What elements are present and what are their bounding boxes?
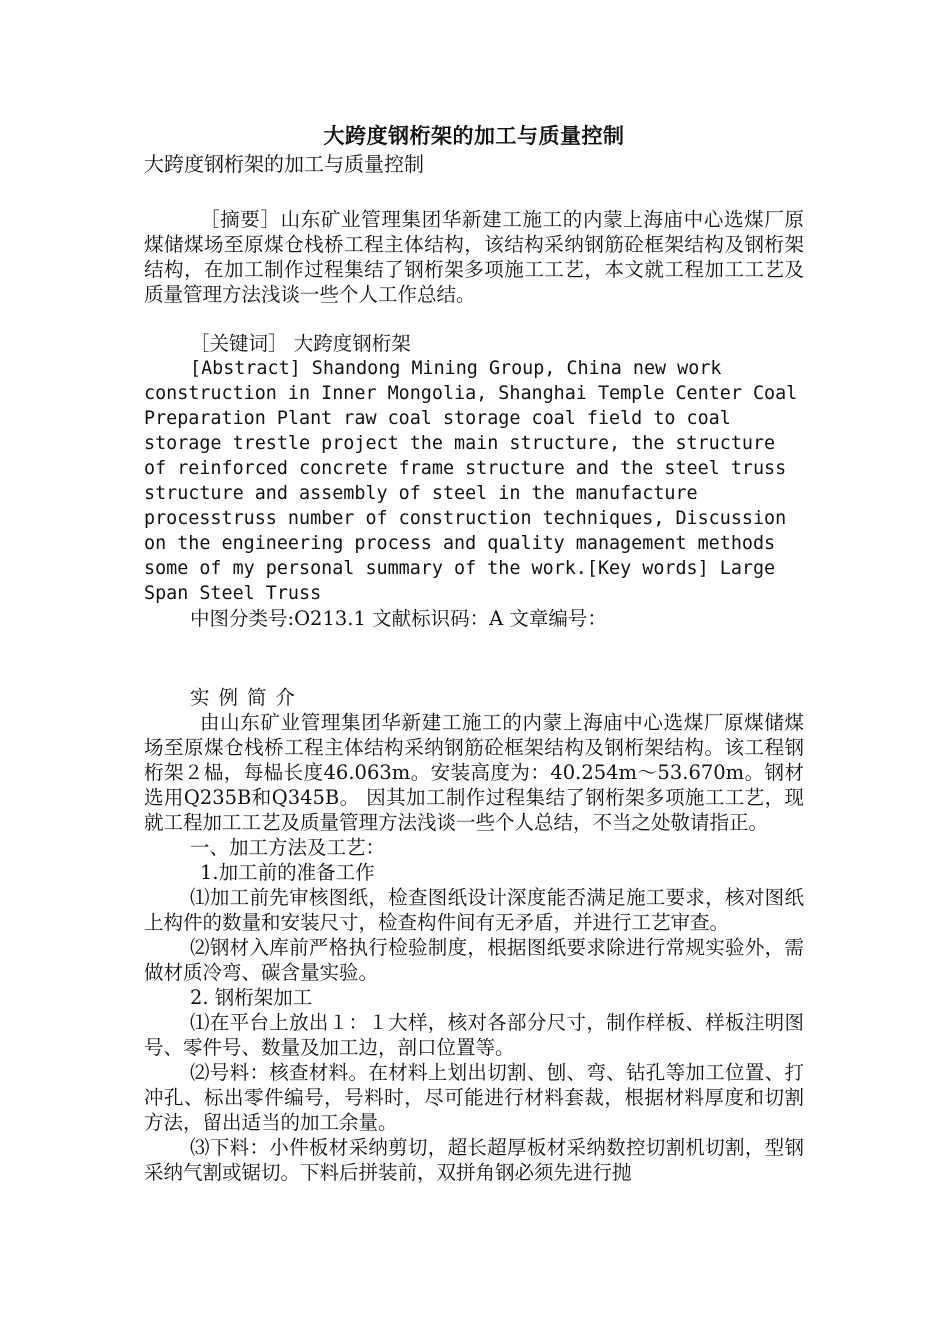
document-subtitle: 大跨度钢桁架的加工与质量控制 xyxy=(144,152,424,176)
classification-line: 中图分类号:O213.1 文献标识码：A 文章编号： xyxy=(190,607,607,630)
subsection-1-2: 2. 钢桁架加工 xyxy=(190,986,313,1009)
keywords-cn: ［关键词］ 大跨度钢桁架 xyxy=(190,332,411,355)
item-1-2-1: ⑴在平台上放出１：１大样，核对各部分尺寸，制作样板、样板注明图号、零件号、数量及加工边，剖口位置等。 xyxy=(144,1011,804,1059)
section-intro-heading: 实例简介 xyxy=(190,686,305,709)
abstract-en: [Abstract] Shandong Mining Group, China new work construction in Inner Mongolia, Shanghai Temple Center Coal Preparation Plant raw coal storage coal field to coal storage trestle project the main structure, the structure of reinforced concrete frame structure and the steel truss structure and assembly of steel in the manufacture processtruss number of construction techniques, Discussion on the engineering process and quality management methods some of my personal summary of the work.[Key words] Large Span Steel Truss xyxy=(144,358,798,604)
abstract-cn: ［摘要］山东矿业管理集团华新建工施工的内蒙上海庙中心选煤厂原煤储煤场至原煤仓栈桥工程主体结构，该结构采纳钢筋砼框架结构及钢桁架结构，在加工制作过程集结了钢桁架多项施工工艺，本文就工程加工工艺及质量管理方法浅谈一些个人工作总结。 xyxy=(144,208,804,306)
item-1-2-2: ⑵号料：核查材料。在材料上划出切割、刨、弯、钻孔等加工位置、打冲孔、标出零件编号，号料时，尽可能进行材料套裁，根据材料厚度和切割方法，留出适当的加工余量。 xyxy=(144,1061,804,1134)
item-1-1-2: ⑵钢材入库前严格执行检验制度，根据图纸要求除进行常规实验外，需做材质冷弯、碳含量实验。 xyxy=(144,936,804,984)
item-1-2-3: ⑶下料：小件板材采纳剪切，超长超厚板材采纳数控切割机切割，型钢采纳气割或锯切。下料后拼装前，双拼角钢必须先进行抛 xyxy=(144,1136,804,1184)
section-1-heading: 一、加工方法及工艺： xyxy=(190,836,386,859)
item-1-1-1: ⑴加工前先审核图纸，检查图纸设计深度能否满足施工要求，核对图纸上构件的数量和安装尺寸，检查构件间有无矛盾，并进行工艺审查。 xyxy=(144,886,804,934)
intro-paragraph: 由山东矿业管理集团华新建工施工的内蒙上海庙中心选煤厂原煤储煤场至原煤仓栈桥工程主体结构采纳钢筋砼框架结构及钢桁架结构。该工程钢桁架２榀，每榀长度46.063m。安装高度为：40.254m～53.670m。钢材选用Q235B和Q345B。 因其加工制作过程集结了钢桁架多项施工工艺，现就工程加工工艺及质量管理方法浅谈一些个人总结，不当之处敬请指正。 xyxy=(144,711,804,834)
document-title: 大跨度钢桁架的加工与质量控制 xyxy=(323,123,625,148)
document-page xyxy=(144,122,804,1185)
subsection-1-1: 1.加工前的准备工作 xyxy=(200,861,375,884)
